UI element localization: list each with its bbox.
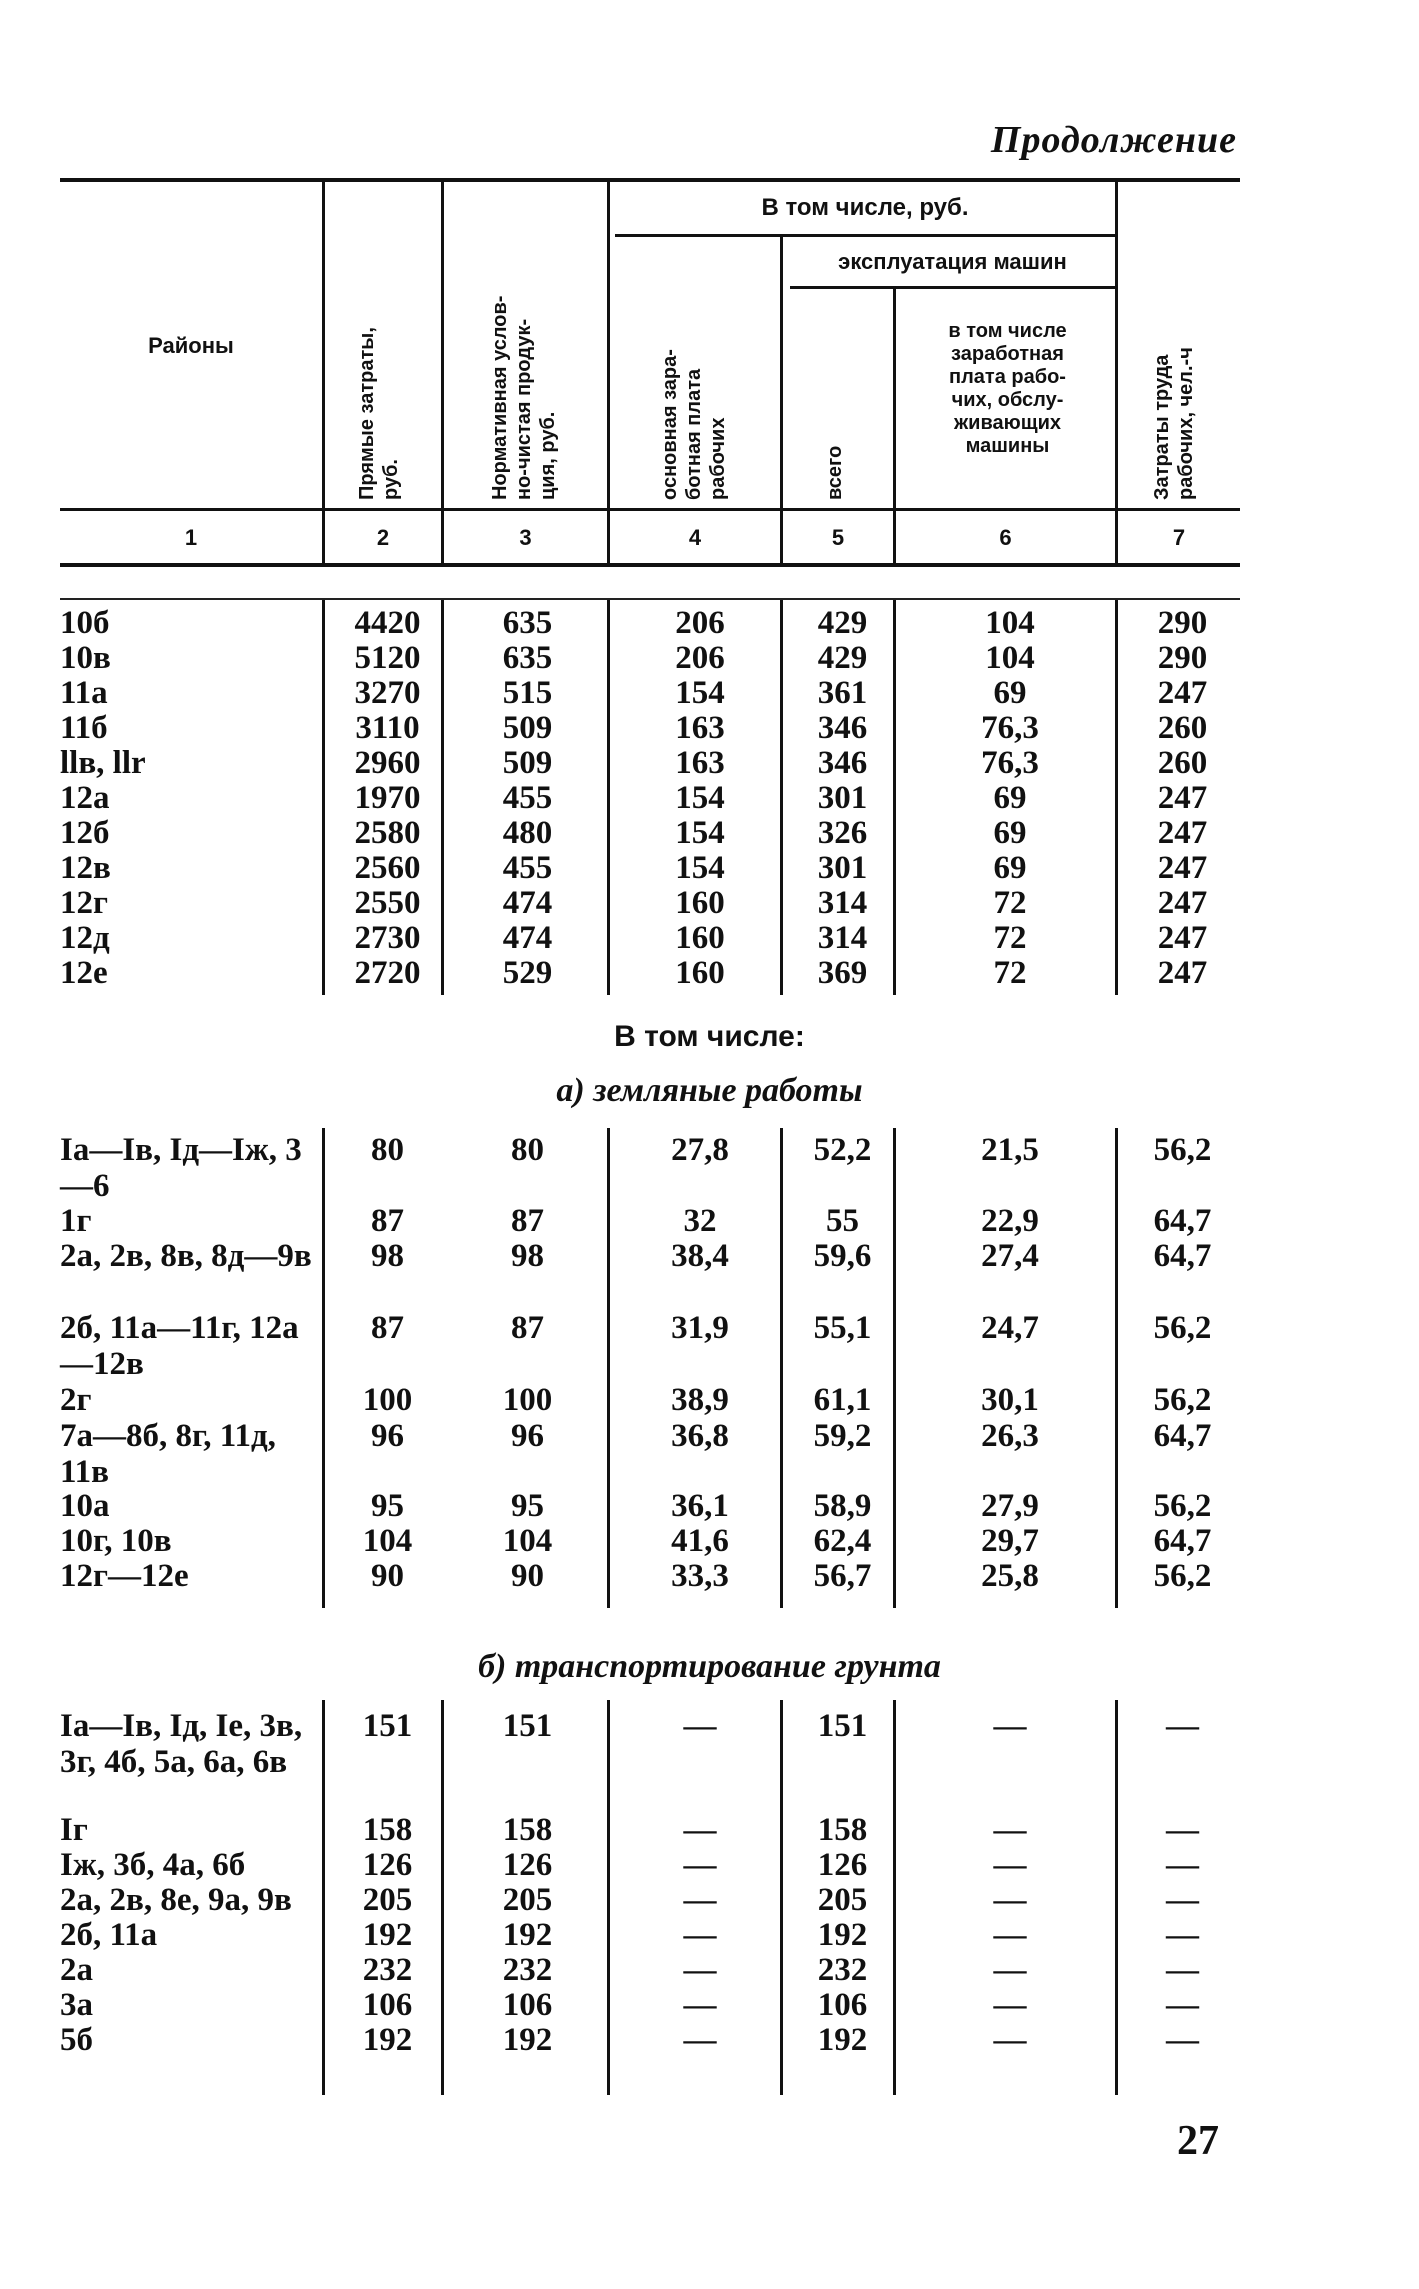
cell-base-wage: 41,6	[671, 1523, 729, 1559]
cell-direct-costs: 158	[362, 1812, 413, 1848]
cell-base-wage: 31,9	[671, 1310, 729, 1346]
cell-machine-total: 314	[817, 920, 868, 956]
cell-machine-total: 429	[817, 640, 868, 676]
cell-machine-total: 59,2	[813, 1418, 872, 1454]
cell-base-wage: —	[683, 1812, 717, 1848]
cell-normative-production: 104	[502, 1523, 553, 1559]
cell-base-wage: 38,4	[671, 1238, 729, 1274]
cell-machine-total: 314	[817, 885, 868, 921]
cell-labor-costs: 247	[1157, 885, 1208, 921]
cell-base-wage: 163	[675, 745, 725, 781]
cell-machine-wage: 25,8	[981, 1558, 1039, 1594]
cell-labor-costs: 260	[1157, 710, 1208, 746]
cell-direct-costs: 192	[362, 1917, 413, 1953]
cell-labor-costs: 64,7	[1153, 1418, 1212, 1454]
cell-region: 11б	[60, 710, 108, 746]
cell-machine-total: 56,7	[813, 1558, 872, 1594]
cell-machine-wage: 104	[985, 640, 1035, 676]
cell-normative-production: 635	[502, 640, 553, 676]
cell-normative-production: 80	[511, 1132, 544, 1168]
cell-direct-costs: 2560	[354, 850, 421, 886]
header-base-wage: основная зара- ботная плата рабочих	[659, 349, 729, 500]
cell-machine-total: 59,6	[813, 1238, 872, 1274]
cell-machine-wage: —	[993, 1917, 1027, 1953]
cell-base-wage: 206	[675, 640, 725, 676]
cell-machine-total: 62,4	[813, 1523, 872, 1559]
cell-labor-costs: —	[1166, 1917, 1199, 1953]
cell-normative-production: 96	[511, 1418, 544, 1454]
cell-machine-wage: 26,3	[981, 1418, 1039, 1454]
cell-base-wage: 154	[675, 780, 725, 816]
cell-direct-costs: 4420	[354, 605, 421, 641]
cell-normative-production: 192	[502, 2022, 553, 2058]
section-b-title: б) транспортирование грунта	[478, 1648, 941, 1685]
cell-base-wage: —	[683, 1987, 717, 2023]
cell-machine-wage: 72	[993, 920, 1027, 956]
cell-labor-costs: 290	[1157, 605, 1208, 641]
cell-region: 1г	[60, 1203, 92, 1239]
cell-direct-costs: 3110	[355, 710, 420, 746]
cell-labor-costs: —	[1166, 1812, 1199, 1848]
cell-labor-costs: 56,2	[1153, 1310, 1212, 1346]
cell-direct-costs: 96	[371, 1418, 404, 1454]
cell-labor-costs: 247	[1157, 780, 1208, 816]
cell-region: 2а, 2в, 8в, 8д—9в	[60, 1238, 312, 1274]
cell-direct-costs: 98	[371, 1238, 404, 1274]
column-number: 6	[999, 525, 1012, 550]
cell-base-wage: —	[683, 2022, 717, 2058]
cell-labor-costs: 64,7	[1153, 1238, 1212, 1274]
cell-region: 2б, 11а	[60, 1917, 158, 1953]
cell-machine-wage: 24,7	[981, 1310, 1039, 1346]
cell-machine-total: 301	[817, 780, 868, 816]
cell-base-wage: —	[683, 1917, 717, 1953]
cell-region: 10б	[60, 605, 110, 641]
cell-direct-costs: 2550	[354, 885, 421, 921]
cell-normative-production: 98	[511, 1238, 544, 1274]
cell-machine-wage: 21,5	[981, 1132, 1039, 1168]
cell-machine-wage: 29,7	[981, 1523, 1039, 1559]
cell-machine-wage: 30,1	[981, 1382, 1039, 1418]
cell-base-wage: 38,9	[671, 1382, 729, 1418]
cell-direct-costs: 2960	[354, 745, 421, 781]
cell-labor-costs: 290	[1157, 640, 1208, 676]
cell-machine-total: 192	[817, 2022, 868, 2058]
cell-base-wage: 163	[675, 710, 725, 746]
body-top-rule	[60, 598, 1240, 600]
cell-base-wage: 160	[675, 920, 725, 956]
column-number: 3	[519, 525, 532, 550]
cell-direct-costs: 151	[362, 1708, 413, 1744]
cell-region: 12г—12е	[60, 1558, 189, 1594]
header-bottom-rule	[60, 508, 1240, 511]
cell-machine-total: 55	[826, 1203, 859, 1239]
header-machine-operation: эксплуатация машин	[838, 249, 1067, 274]
cell-machine-total: 361	[817, 675, 868, 711]
cell-base-wage: 206	[675, 605, 725, 641]
cell-base-wage: —	[683, 1708, 717, 1744]
cell-direct-costs: 95	[371, 1488, 404, 1524]
header-normative-production: Нормативная услов- но-чистая продук- ция, руб.	[489, 295, 559, 500]
cell-normative-production: 158	[502, 1812, 553, 1848]
cell-machine-wage: —	[993, 2022, 1027, 2058]
section-a-divider	[607, 1128, 610, 1608]
cell-labor-costs: 247	[1157, 955, 1208, 991]
cell-direct-costs: 87	[371, 1310, 404, 1346]
cell-normative-production: 635	[502, 605, 553, 641]
cell-machine-wage: 69	[993, 850, 1027, 886]
cell-machine-wage: 72	[993, 885, 1027, 921]
cell-machine-wage: 72	[993, 955, 1027, 991]
cell-machine-total: 326	[817, 815, 868, 851]
cell-labor-costs: 56,2	[1153, 1558, 1212, 1594]
cell-region: 7а—8б, 8г, 11д, 11в	[60, 1418, 276, 1490]
cell-machine-wage: 27,4	[981, 1238, 1039, 1274]
cell-machine-total: 52,2	[813, 1132, 872, 1168]
cell-region: 10г, 10в	[60, 1523, 172, 1559]
cell-normative-production: 455	[502, 780, 553, 816]
cell-direct-costs: 80	[371, 1132, 404, 1168]
cell-base-wage: 36,1	[671, 1488, 729, 1524]
section-a-divider	[322, 1128, 325, 1608]
cell-normative-production: 126	[502, 1847, 553, 1883]
cell-labor-costs: —	[1166, 1708, 1199, 1744]
header-regions: Районы	[148, 333, 234, 358]
cell-region: llв, llr	[60, 745, 146, 781]
cell-normative-production: 515	[502, 675, 553, 711]
cell-normative-production: 95	[511, 1488, 544, 1524]
number-row-rule	[60, 563, 1240, 567]
cell-normative-production: 87	[511, 1310, 544, 1346]
cell-base-wage: 32	[683, 1203, 717, 1239]
cell-region: 10а	[60, 1488, 110, 1524]
cell-region: 3а	[60, 1987, 93, 2023]
cell-region: 12д	[60, 920, 110, 956]
cell-machine-total: 346	[817, 710, 868, 746]
cell-labor-costs: 247	[1157, 850, 1208, 886]
subgroup-header-rule	[790, 286, 1115, 289]
cell-labor-costs: —	[1166, 1987, 1199, 2023]
cell-machine-wage: 22,9	[981, 1203, 1039, 1239]
cell-region: 12а	[60, 780, 110, 816]
column-number: 4	[688, 525, 702, 550]
cell-normative-production: 480	[502, 815, 553, 851]
cell-labor-costs: 247	[1157, 920, 1208, 956]
cell-normative-production: 100	[502, 1382, 553, 1418]
cell-labor-costs: —	[1166, 1882, 1199, 1918]
cell-normative-production: 205	[502, 1882, 553, 1918]
cell-base-wage: —	[683, 1952, 717, 1988]
cell-labor-costs: 247	[1157, 675, 1208, 711]
cell-machine-total: 126	[817, 1847, 868, 1883]
header-divider	[1115, 182, 1118, 563]
cell-machine-total: 192	[817, 1917, 868, 1953]
cell-normative-production: 106	[502, 1987, 553, 2023]
section-including: В том числе:	[614, 1020, 805, 1053]
cell-direct-costs: 2730	[354, 920, 421, 956]
cell-machine-wage: —	[993, 1952, 1027, 1988]
cell-labor-costs: 64,7	[1153, 1523, 1212, 1559]
cell-labor-costs: 56,2	[1153, 1382, 1212, 1418]
cell-base-wage: 36,8	[671, 1418, 729, 1454]
cell-normative-production: 87	[511, 1203, 544, 1239]
cell-machine-total: 151	[817, 1708, 868, 1744]
cell-direct-costs: 87	[371, 1203, 404, 1239]
cell-base-wage: 160	[675, 885, 725, 921]
cell-base-wage: 154	[675, 850, 725, 886]
body-divider	[322, 600, 325, 995]
section-b-divider	[1115, 1700, 1118, 2095]
cell-normative-production: 455	[502, 850, 553, 886]
cell-base-wage: 160	[675, 955, 725, 991]
header-group-including: В том числе, руб.	[761, 194, 969, 221]
cell-region: 11а	[60, 675, 108, 711]
cell-machine-total: 61,1	[813, 1382, 872, 1418]
cell-base-wage: —	[683, 1847, 717, 1883]
cell-labor-costs: 64,7	[1153, 1203, 1212, 1239]
cell-normative-production: 509	[502, 745, 553, 781]
cell-base-wage: 33,3	[671, 1558, 729, 1594]
cell-machine-wage: 69	[993, 780, 1027, 816]
cell-labor-costs: 56,2	[1153, 1132, 1212, 1168]
cell-normative-production: 232	[502, 1952, 553, 1988]
cell-direct-costs: 126	[362, 1847, 413, 1883]
cell-machine-wage: 76,3	[981, 710, 1039, 746]
cell-machine-total: 158	[817, 1812, 868, 1848]
cell-direct-costs: 5120	[354, 640, 421, 676]
cell-machine-total: 232	[817, 1952, 868, 1988]
cell-region: Iж, 3б, 4а, 6б	[60, 1847, 246, 1883]
cell-direct-costs: 104	[362, 1523, 413, 1559]
cell-machine-wage: 76,3	[981, 745, 1039, 781]
cell-machine-wage: 69	[993, 675, 1027, 711]
cell-direct-costs: 192	[362, 2022, 413, 2058]
cell-normative-production: 151	[502, 1708, 553, 1744]
column-number: 7	[1172, 525, 1186, 550]
cell-machine-total: 205	[817, 1882, 868, 1918]
cell-machine-total: 301	[817, 850, 868, 886]
cell-machine-wage: —	[993, 1882, 1027, 1918]
page-number: 27	[1177, 2118, 1219, 2164]
cell-direct-costs: 90	[371, 1558, 404, 1594]
cell-machine-wage: 69	[993, 815, 1027, 851]
section-b-divider	[322, 1700, 325, 2095]
cell-machine-total: 58,9	[813, 1488, 872, 1524]
cell-machine-wage: —	[993, 1987, 1027, 2023]
cell-base-wage: 154	[675, 815, 725, 851]
section-b-divider	[607, 1700, 610, 2095]
body-divider	[1115, 600, 1118, 995]
header-machine-wage: в том числе заработная плата рабо- чих, обслу- живающих машины	[948, 320, 1067, 457]
cell-base-wage: 27,8	[671, 1132, 729, 1168]
cell-normative-production: 529	[502, 955, 553, 991]
header-divider	[441, 182, 444, 563]
cell-labor-costs: —	[1166, 1847, 1199, 1883]
cell-machine-wage: —	[993, 1708, 1027, 1744]
section-a-divider	[1115, 1128, 1118, 1608]
header-divider	[322, 182, 325, 563]
cell-machine-total: 429	[817, 605, 868, 641]
cell-machine-wage: —	[993, 1812, 1027, 1848]
cell-region: 12е	[60, 955, 108, 991]
cell-labor-costs: 56,2	[1153, 1488, 1212, 1524]
cell-machine-wage: —	[993, 1847, 1027, 1883]
header-divider	[893, 288, 896, 563]
cell-region: 12б	[60, 815, 110, 851]
cell-labor-costs: —	[1166, 2022, 1199, 2058]
cell-machine-wage: 104	[985, 605, 1035, 641]
cell-machine-total: 55,1	[813, 1310, 872, 1346]
cell-labor-costs: 247	[1157, 815, 1208, 851]
header-divider	[780, 236, 783, 563]
cell-machine-total: 106	[817, 1987, 868, 2023]
cell-machine-total: 346	[817, 745, 868, 781]
cell-region: 2г	[60, 1382, 92, 1418]
cell-normative-production: 509	[502, 710, 553, 746]
cell-region: Iа—Iв, Iд, Iе, 3в, 3г, 4б, 5а, 6а, 6в	[60, 1708, 303, 1780]
column-number: 1	[184, 525, 198, 550]
column-number: 5	[831, 525, 845, 550]
cell-region: Iа—Iв, Iд—Iж, 3—6	[60, 1132, 302, 1204]
cell-direct-costs: 3270	[354, 675, 421, 711]
header-direct-costs: Прямые затраты, руб.	[356, 327, 402, 500]
cell-region: 12в	[60, 850, 111, 886]
cell-region: 2а	[60, 1952, 93, 1988]
cell-region: 2б, 11а—11г, 12а—12в	[60, 1310, 299, 1382]
column-number: 2	[376, 525, 390, 550]
cell-region: 5б	[60, 2022, 93, 2058]
cell-direct-costs: 100	[362, 1382, 413, 1418]
cell-base-wage: —	[683, 1882, 717, 1918]
cell-machine-wage: 27,9	[981, 1488, 1039, 1524]
cell-direct-costs: 205	[362, 1882, 413, 1918]
table-top-rule	[60, 178, 1240, 182]
cell-direct-costs: 232	[362, 1952, 413, 1988]
cell-normative-production: 474	[502, 920, 553, 956]
continuation-label: Продолжение	[990, 119, 1237, 161]
cell-normative-production: 90	[511, 1558, 544, 1594]
cell-base-wage: 154	[675, 675, 725, 711]
header-labor-costs: Затраты труда рабочих, чел.-ч	[1151, 347, 1197, 500]
section-a-title: а) земляные работы	[556, 1072, 863, 1109]
cell-direct-costs: 2580	[354, 815, 421, 851]
cell-region: Iг	[60, 1812, 88, 1848]
cell-machine-total: 369	[817, 955, 868, 991]
cell-region: 2а, 2в, 8е, 9а, 9в	[60, 1882, 292, 1918]
header-divider	[607, 182, 610, 563]
cell-region: 12г	[60, 885, 108, 921]
cell-region: 10в	[60, 640, 111, 676]
cell-normative-production: 474	[502, 885, 553, 921]
cell-labor-costs: 260	[1157, 745, 1208, 781]
cell-normative-production: 192	[502, 1917, 553, 1953]
cell-labor-costs: —	[1166, 1952, 1199, 1988]
header-total: всего	[824, 445, 846, 500]
cell-direct-costs: 106	[362, 1987, 413, 2023]
group-header-rule	[615, 234, 1115, 237]
cell-direct-costs: 1970	[354, 780, 421, 816]
body-divider	[607, 600, 610, 995]
cell-direct-costs: 2720	[354, 955, 421, 991]
